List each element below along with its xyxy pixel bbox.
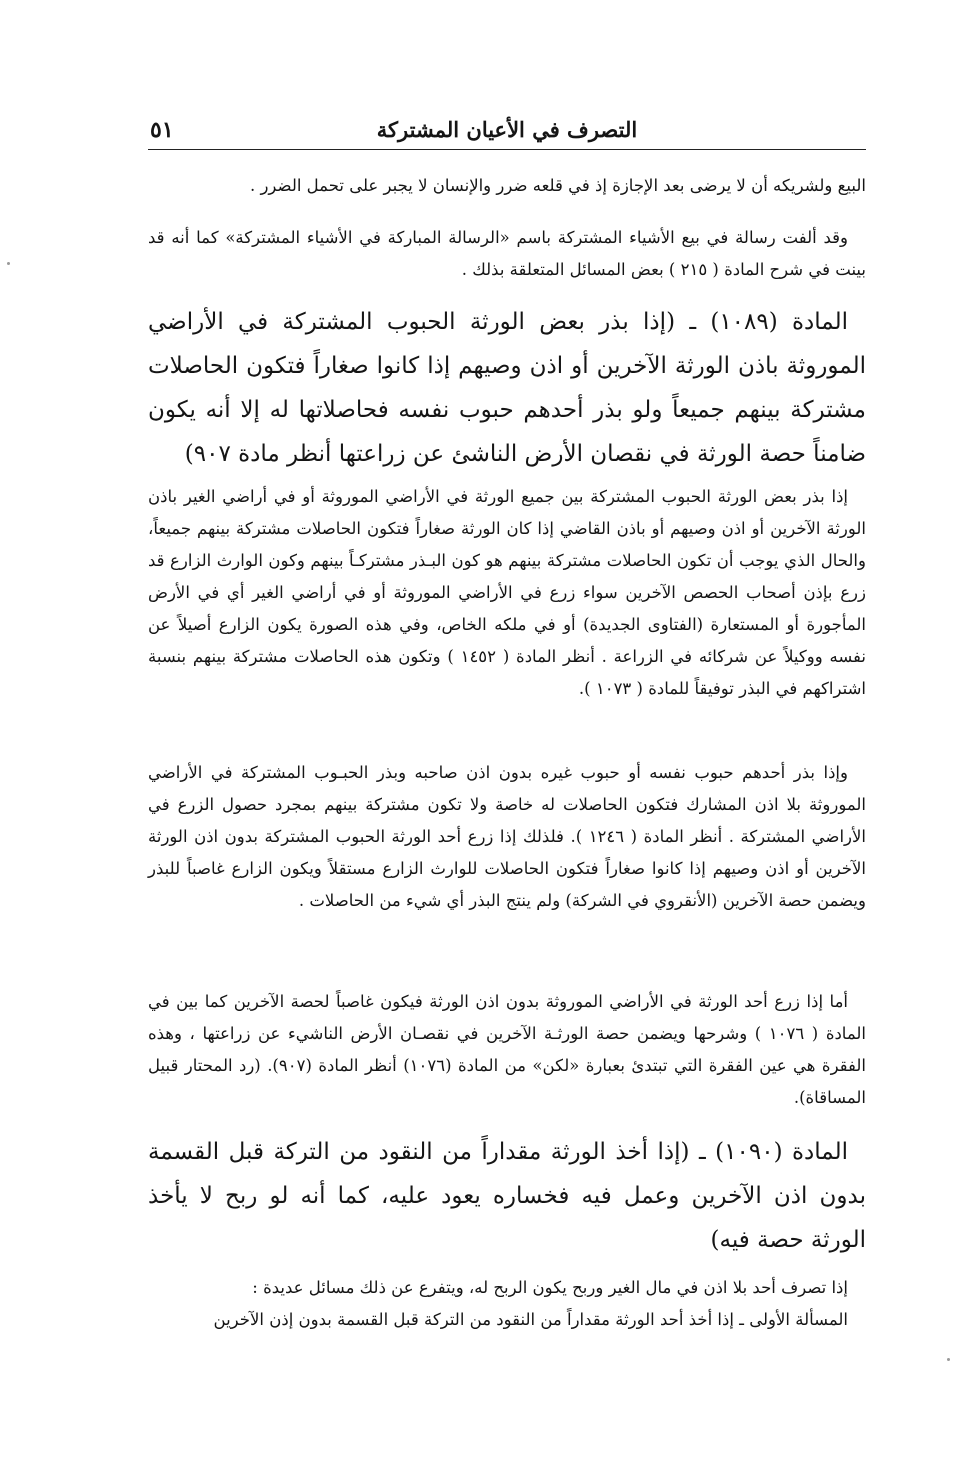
scan-speck <box>7 262 10 265</box>
paragraph-continuation: البيع ولشريكه أن لا يرضى بعد الإجازة إذ في قلعه ضرر والإنسان لا يجبر على تحمل الضرر . <box>249 176 866 195</box>
header-divider <box>148 149 866 150</box>
scan-speck <box>947 1358 950 1361</box>
article-1090: المادة (١٠٩٠) ـ (إذا أخذ الورثة مقداراً من النقود من التركة قبل القسمة بدون اذن الآخرين وعمل فيه فخساره يعود عليه، كما أنه لو ربح لا يأخذ الورثة حصة فيه) <box>148 1139 866 1253</box>
paragraph-commentary-4-line-2: المسألة الأولى ـ إذا أخذ أحد الورثة مقداراً من النقود من التركة قبل القسمة بدون إذن الآخرين <box>213 1310 848 1329</box>
article-1089: المادة (١٠٨٩) ـ (إذا بذر بعض الورثة الحبوب المشتركة في الأراضي الموروثة باذن الورثة الآخرين أو اذن وصيهم إذا كانوا صغاراً فتكون الحاصلات مشتركة بينهم جميعاً ولو بذر أحدهم حبوب نفسه فحاصلاتها له إلا أنه يكون ضامناً حصة الورثة في نقصان الأرض الناشئ عن زراعتها أنظر مادة ٩٠٧) <box>148 309 866 467</box>
paragraph-commentary-4-line-1: إذا تصرف أحد بلا اذن في مال الغير وربح يكون الربح له، ويتفرع عن ذلك مسائل عديدة : <box>252 1278 848 1297</box>
book-page <box>148 0 866 1478</box>
running-header <box>148 112 866 148</box>
page-number: ٥١ <box>150 117 174 143</box>
paragraph-commentary-2: وإذا بذر أحدهم حبوب نفسه أو حبوب غيره بدون اذن صاحبه وبذر الحبـوب المشتركة في الأراضي الموروثة بلا اذن المشارك فتكون الحاصلات له خاصة ولا تكون مشتركة بينهم بمجرد حصول الزرع في الأراضي المشتركة . أنظر المادة ( ١٢٤٦ ). فلذلك إذا زرع أحد الورثة الحبوب المشتركة بدون اذن الورثة الآخرين أو اذن وصيهم إذا كانوا صغاراً فتكون الحاصلات للوارث الزارع مستقلاً ويكون الزارع غاصباً للبذر ويضمن حصة الآخرين (الأنقروي في الشركة) ولم ينتج البذر أي شيء من الحاصلات . <box>148 763 866 910</box>
chapter-title: التصرف في الأعيان المشتركة <box>376 117 638 142</box>
paragraph-treatise-note: وقد ألفت رسالة في بيع الأشياء المشتركة باسم «الرسالة المباركة في الأشياء المشتركة» كما أنه قد بينت في شرح المادة ( ٢١٥ ) بعض المسائل المتعلقة بذلك . <box>148 228 866 279</box>
paragraph-commentary-3: أما إذا زرع أحد الورثة في الأراضي الموروثة بدون اذن الورثة فيكون غاصباً لحصة الآخرين كما بين في المادة ( ١٠٧٦ ) وشرحها ويضمن حصة الورثـة الآخرين في نقصـان الأرض الناشيء عن زراعتها ، وهذه الفقرة هي عين الفقرة التي تبتدئ بعبارة «لكن» من المادة (١٠٧٦) أنظر المادة (٩٠٧). (رد المحتار قبيل المساقاة). <box>148 992 866 1107</box>
paragraph-commentary-1: إذا بذر بعض الورثة الحبوب المشتركة بين جميع الورثة في الأراضي الموروثة أو في أراضي الغير باذن الورثة الآخرين أو اذن وصيهم أو باذن القاضي إذا كان الورثة صغاراً فتكون الحاصلات مشتركة بينهم جميعاً، والحال الذي يوجب أن تكون الحاصلات مشتركة بينهم هو كون البـذر مشتركـاً بينهم وكون الوارث الزارع قد زرع بإذن أصحاب الحصص الآخرين سواء زرع في الأراضي الموروثة أو في أراضي الغير أي في الأرض المأجورة أو المستعارة (الفتاوى الجديدة) أو في ملكه الخاص، وفي هذه الصورة يكون الزارع أصيلاً عن نفسه ووكيلاً عن شركائه في الزراعة . أنظر المادة ( ١٤٥٢ ) وتكون هذه الحاصلات مشتركة بينهم بنسبة اشتراكهم في البذر توفيقاً للمادة ( ١٠٧٣ ). <box>148 487 866 698</box>
